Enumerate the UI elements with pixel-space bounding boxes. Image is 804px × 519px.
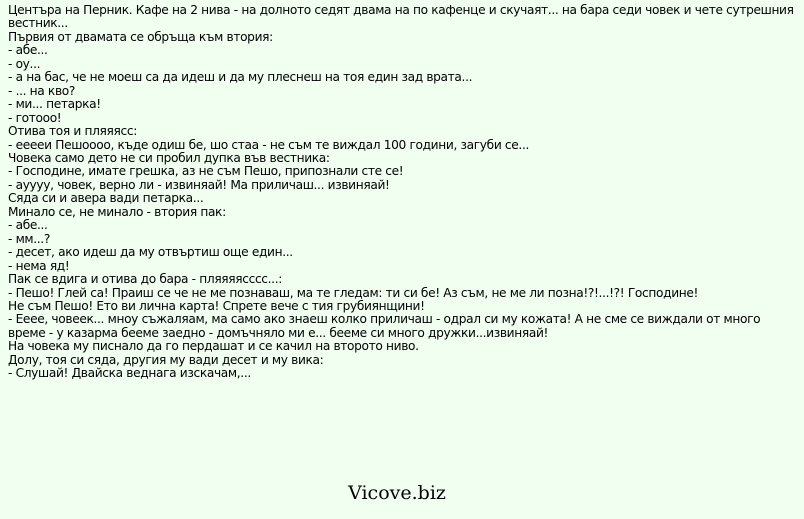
site-brand: Vicove.biz bbox=[348, 482, 446, 504]
joke-line: На човека му писнало да го пердашат и се качил на второто ниво. bbox=[8, 339, 419, 354]
joke-line: Отива тоя и пляяясс: bbox=[8, 124, 137, 139]
joke-line: - ми... петарка! bbox=[8, 97, 101, 112]
joke-line: - оу... bbox=[8, 56, 41, 71]
joke-line: Центъра на Перник. Кафе на 2 нива - на долното седят двама на по кафенце и скучаят... на бара седи човек и чете сутрешния вестник... bbox=[8, 3, 794, 31]
joke-line: - ... на кво? bbox=[8, 83, 75, 98]
joke-line: - десет, ако идеш да му отвъртиш още един... bbox=[8, 245, 293, 260]
joke-line: Човека само дето не си пробил дупка във вестника: bbox=[8, 150, 330, 165]
joke-line: - ееееи Пешоооо, къде одиш бе, шо стаа - не съм те виждал 100 години, загуби се... bbox=[8, 137, 529, 152]
joke-line: Долу, тоя си сяда, другия му вади десет и му вика: bbox=[8, 352, 324, 367]
joke-line: - Господине, имате грешка, аз не съм Пешо, припознали сте се! bbox=[8, 164, 404, 179]
joke-line: - мм...? bbox=[8, 231, 50, 246]
joke-line: Първия от двамата се обръща към втория: bbox=[8, 29, 273, 44]
joke-text bbox=[8, 4, 798, 381]
joke-line: - абе... bbox=[8, 43, 48, 58]
joke-line: - нема яд! bbox=[8, 258, 70, 273]
joke-line: - готооо! bbox=[8, 110, 62, 125]
joke-line: - ауууу, човек, верно ли - извиняай! Ма приличаш... извиняай! bbox=[8, 177, 390, 192]
joke-line: - а на бас, че не моеш са да идеш и да му плеснеш на тоя един зад врата... bbox=[8, 70, 473, 85]
joke-line: - Пешо! Глей са! Праиш се че не ме познаваш, ма те гледам: ти си бе! Аз съм, не ме ли позна!?!...!?! Господине! bbox=[8, 285, 699, 300]
joke-line: Не съм Пешо! Ето ви лична карта! Спрете вече с тия грубиянщини! bbox=[8, 298, 425, 313]
joke-line: - Слушай! Двайска веднага изскачам,... bbox=[8, 366, 251, 381]
joke-line: Пак се вдига и отива до бара - пляяяясссс...: bbox=[8, 272, 282, 287]
joke-line: - абе... bbox=[8, 218, 48, 233]
joke-line: Сяда си и авера вади петарка... bbox=[8, 191, 204, 206]
joke-line: - Ееее, човеек... мноу съжаляам, ма само ако знаеш колко приличаш - одрал си му кожата! А не сме се виждали от много време - у казарма бееме заедно - домъчняло ми е... бееме си много дружки...извиняай! bbox=[8, 312, 761, 340]
joke-line: Минало се, не минало - втория пак: bbox=[8, 204, 226, 219]
